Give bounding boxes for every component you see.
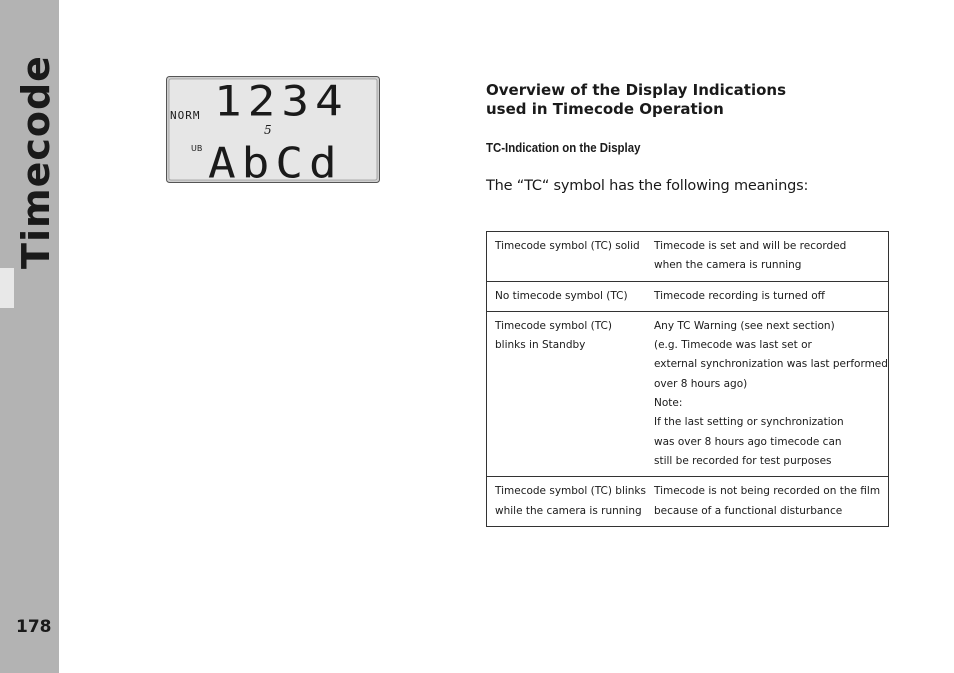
lcd-bottom-chars: AbCd — [208, 139, 343, 183]
meaning-text: was over 8 hours ago timecode can — [653, 435, 842, 448]
section-heading-line2: used in Timecode Operation — [486, 100, 724, 118]
symbol-cell — [487, 311, 646, 476]
meaning-cell — [646, 477, 888, 527]
meaning-cell — [646, 232, 888, 282]
page-number: 178 — [16, 617, 52, 637]
table-row — [487, 281, 889, 311]
intro-text: The “TC“ symbol has the following meanings: — [486, 178, 809, 194]
symbol-text: Timecode symbol (TC) — [495, 319, 612, 332]
meaning-text: Note: — [653, 397, 683, 410]
meaning-text: Timecode recording is turned off — [653, 289, 825, 302]
meaning-cell — [646, 281, 888, 311]
table-row — [487, 477, 889, 527]
symbol-text: blinks in Standby — [495, 339, 586, 352]
meaning-text: If the last setting or synchronization — [653, 416, 844, 429]
meaning-text: Timecode is not being recorded on the film — [653, 485, 881, 498]
lcd-mode-label: NORM — [170, 109, 201, 122]
table-row — [487, 311, 889, 476]
tc-symbol-table — [486, 231, 889, 527]
meaning-text: Timecode is set and will be recorded — [653, 240, 847, 252]
meaning-cell — [646, 311, 888, 476]
meaning-text: when the camera is running — [653, 259, 802, 272]
section-heading — [486, 81, 786, 119]
meaning-text: Any TC Warning (see next section) — [653, 319, 835, 332]
symbol-text: Timecode symbol (TC) solid — [495, 240, 640, 252]
symbol-cell — [487, 477, 646, 527]
symbol-cell — [487, 232, 646, 282]
section-heading-line1: Overview of the Display Indications — [486, 81, 787, 99]
table-row — [487, 232, 889, 282]
symbol-cell — [487, 281, 646, 311]
lcd-display — [166, 76, 380, 183]
lcd-small-digit: 5 — [264, 123, 272, 137]
symbol-text: while the camera is running — [495, 504, 642, 517]
meaning-text: still be recorded for test purposes — [653, 454, 832, 467]
symbol-text: Timecode symbol (TC) blinks — [495, 485, 646, 498]
meaning-text: external synchronization was last performed — [653, 358, 888, 371]
sidebar-tab-marker — [0, 268, 14, 308]
symbol-text: No timecode symbol (TC) — [495, 289, 628, 302]
meaning-text: over 8 hours ago) — [653, 377, 748, 390]
lcd-ub-label: UB — [191, 144, 203, 153]
subheading: TC-Indication on the Display — [486, 140, 641, 155]
meaning-text: because of a functional disturbance — [653, 504, 843, 517]
meaning-text: (e.g. Timecode was last set or — [653, 339, 812, 352]
lcd-top-digits: 1234 — [214, 77, 349, 127]
section-title: Timecode — [14, 55, 58, 269]
